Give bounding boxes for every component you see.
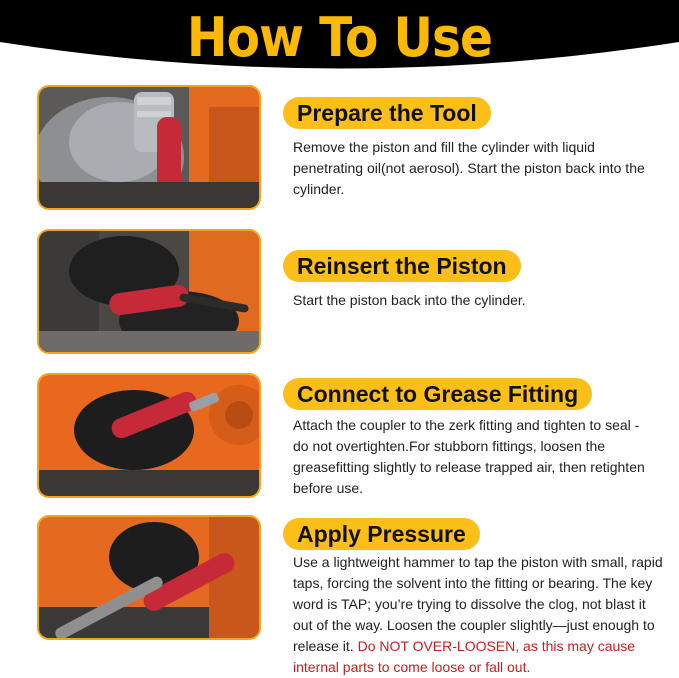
step-4-text: Use a lightweight hammer to tap the piston with small, rapid taps, forcing the solvent into the fitting or bearing. The key word is TAP; you’re trying to dissolve the clog, not blast it out of the way. Loosen the coupler slightly—just enough to release it. bbox=[293, 554, 663, 654]
header-band bbox=[0, 0, 679, 90]
step-1-photo bbox=[37, 85, 261, 210]
step-1-heading: Prepare the Tool bbox=[283, 97, 491, 129]
step-1-description: Remove the piston and fill the cylinder with liquid penetrating oil(not aerosol). Start the piston back into the cylinder. bbox=[293, 139, 645, 197]
step-4-warning: Do NOT OVER-LOOSEN, as this may cause internal parts to come loose or fall out. bbox=[293, 638, 636, 675]
step-3-photo bbox=[37, 373, 261, 498]
step-3-description: Attach the coupler to the zerk fitting and tighten to seal -do not overtighten.For stubborn fittings, loosen the greasefitting slightly to release trapped air, then retighten before use. bbox=[293, 417, 645, 496]
step-2-photo bbox=[37, 229, 261, 354]
step-4-photo bbox=[37, 515, 261, 640]
step-2-description: Start the piston back into the cylinder. bbox=[293, 292, 526, 308]
page-title: How To Use bbox=[186, 6, 493, 69]
step-4-description bbox=[293, 552, 668, 678]
step-4-heading: Apply Pressure bbox=[283, 518, 480, 550]
step-3-heading: Connect to Grease Fitting bbox=[283, 378, 592, 410]
step-2-heading: Reinsert the Piston bbox=[283, 250, 521, 282]
